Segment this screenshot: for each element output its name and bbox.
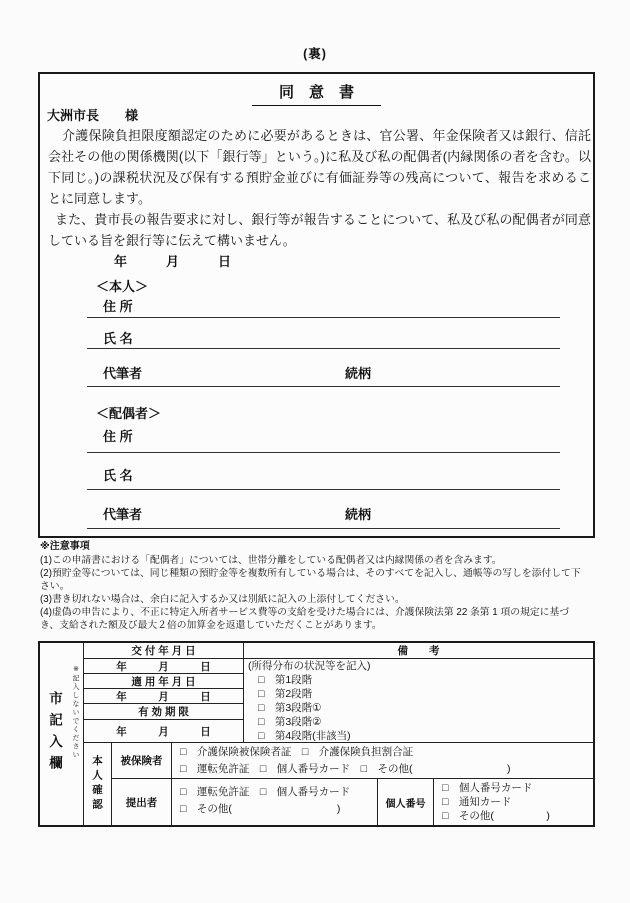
submitter-label: 提出者 <box>112 779 172 825</box>
issue-date-header: 交 付 年 月 日 <box>84 643 243 659</box>
stage3-2-checkbox: □ 第3段階② <box>258 716 322 728</box>
addressee: 大洲市長 様 <box>47 108 139 123</box>
person-address-label: 住 所 <box>103 299 133 314</box>
notes-section <box>40 540 588 632</box>
insured-checkboxes <box>172 743 593 778</box>
stage4-checkbox: □ 第4段階(非該当) <box>258 730 351 742</box>
identity-side-column <box>84 743 112 825</box>
insured-label: 被保険者 <box>112 743 172 778</box>
mynumber-label: 個人番号 <box>378 779 434 825</box>
person-section-heading: ＜本人＞ <box>96 279 149 294</box>
spouse-name-line <box>87 489 560 490</box>
spouse-name-label: 氏 名 <box>103 468 133 483</box>
remarks-body <box>244 659 593 743</box>
mynumber-checkboxes <box>434 779 593 825</box>
apply-date-header: 適 用 年 月 日 <box>84 674 243 689</box>
mynumber-checkbox-line-1: □ 個人番号カード <box>442 782 533 794</box>
insured-row <box>112 743 593 779</box>
remarks-note: (所得分布の状況等を記入) <box>248 660 371 672</box>
stage2-checkbox: □ 第2段階 <box>258 688 313 700</box>
note-item-2: (2)預貯金等については、同じ種類の預貯金等を複数所有している場合は、そのすべてを記入し、通帳等の写しを添付して下さい。 <box>40 568 581 592</box>
spouse-relation-label: 続柄 <box>345 507 372 522</box>
note-item-4: (4)虚偽の申告により、不正に特定入所者サービス費等の支給を受けた場合には、介護保険法第 22 条第 1 項の規定に基づき、支給された額及び最大２倍の加算金を返還していただくことがあります。 <box>40 607 570 631</box>
form-title-row <box>40 81 593 106</box>
office-table-body <box>84 643 593 825</box>
apply-date-row: 年 月 日 <box>84 689 243 704</box>
consent-body <box>48 125 591 251</box>
submitter-row <box>112 779 593 825</box>
page-side-label: (裏) <box>303 47 327 61</box>
person-address-line <box>87 317 560 318</box>
note-item-1: (1)この申請書における「配偶者」については、世帯分離をしている配偶者又は内縁関係の者を含みます。 <box>40 555 502 566</box>
spouse-proxy-label: 代筆者 <box>103 507 143 522</box>
consent-paragraph-1: 介護保険負担限度額認定のために必要があるときは、官公署、年金保険者又は銀行、信託会社その他の関係機関(以下「銀行等」という。)に私及び私の配偶者(内縁関係の者を含む。以下同じ。)の課税状況及び保有する預貯金並びに有価証券等の残高について、報告を求めることに同意します。 <box>48 128 591 206</box>
note-item-3: (3)書き切れない場合は、余白に記入するか又は別紙に記入の上添付してください。 <box>40 594 405 605</box>
remarks-column <box>244 643 593 742</box>
person-proxy-line <box>87 386 560 387</box>
consent-form-box <box>38 72 595 538</box>
office-column <box>40 643 84 825</box>
mynumber-checkbox-line-3: □ その他( ) <box>442 810 550 822</box>
signature-date-line: 年 月 日 <box>114 254 232 269</box>
spouse-address-line <box>87 452 560 453</box>
issue-date-section <box>84 643 593 743</box>
person-name-line <box>87 348 560 349</box>
form-title: 同 意 書 <box>252 81 381 106</box>
stage3-1-checkbox: □ 第3段階① <box>258 702 322 714</box>
mynumber-checkbox-line-2: □ 通知カード <box>442 796 512 808</box>
date-label-column <box>84 643 244 742</box>
person-proxy-label: 代筆者 <box>103 366 143 381</box>
person-relation-label: 続柄 <box>345 366 372 381</box>
consent-paragraph-2: また、貴市長の報告要求に対し、銀行等が報告することについて、私及び私の配偶者が同意している旨を銀行等に伝えて構いません。 <box>48 212 591 248</box>
office-column-label: 市記入欄 <box>47 691 62 777</box>
valid-period-row: 年 月 日 <box>116 725 211 738</box>
insured-checkbox-line-1: □ 介護保険被保険者証 □ 介護保険負担割合証 <box>180 746 414 758</box>
submitter-checkbox-line-2: □ その他( ) <box>180 803 341 815</box>
office-use-table <box>38 641 595 827</box>
insured-checkbox-line-2: □ 運転免許証 □ 個人番号カード □ その他( ) <box>180 763 511 775</box>
office-column-note: ※記入しないでください <box>72 665 79 760</box>
spouse-section-heading: ＜配偶者＞ <box>96 406 162 421</box>
spouse-address-label: 住 所 <box>103 429 133 444</box>
notes-heading: ※注意事項 <box>40 541 90 552</box>
identity-section <box>84 743 593 825</box>
person-name-label: 氏 名 <box>103 331 133 346</box>
valid-period-header: 有 効 期 限 <box>84 704 243 720</box>
stage1-checkbox: □ 第1段階 <box>258 674 313 686</box>
identity-rows <box>112 743 593 825</box>
identity-side-label: 本人確認 <box>91 755 103 813</box>
submitter-checkbox-line-1: □ 運転免許証 □ 個人番号カード <box>180 786 351 798</box>
spouse-proxy-line <box>87 528 560 529</box>
submitter-checkboxes <box>172 779 378 825</box>
remarks-header: 備 考 <box>244 643 593 659</box>
issue-date-row: 年 月 日 <box>84 659 243 674</box>
